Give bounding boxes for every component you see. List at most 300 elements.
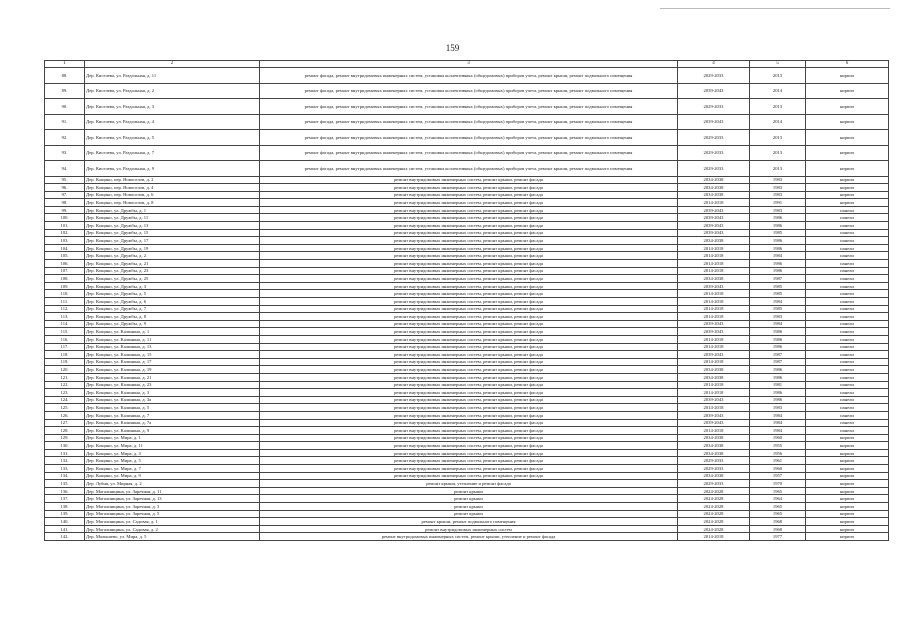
row-number: 111. [45, 298, 85, 306]
table-row [45, 130, 889, 146]
wall-material-cell: кирпич [806, 114, 889, 130]
year-built-cell: 1986 [750, 366, 806, 374]
wall-material-cell: кирпич [806, 503, 889, 511]
works-cell: ремонт внутридомовых инженерных систем, ремонт крыши, ремонт фасада [260, 229, 678, 237]
column-number-header [45, 61, 889, 68]
period-cell: 2039-2043 [678, 222, 750, 230]
year-built-cell: 1957 [750, 472, 806, 480]
wall-material-cell: кирпич [806, 434, 889, 442]
row-number: 114. [45, 320, 85, 328]
table-row [45, 191, 889, 199]
period-cell: 2039-2043 [678, 214, 750, 222]
address-cell: Дер. Кощино, ул. Калинина, д. 15 [85, 351, 260, 359]
table-row [45, 411, 889, 419]
address-cell: Дер. Кощино, ул. Дружбы, д. 13 [85, 222, 260, 230]
address-cell: Дер. Киселева, ул. Раздольная, д. 5 [85, 130, 260, 146]
period-cell: 2034-2038 [678, 191, 750, 199]
wall-material-cell: панели [806, 252, 889, 260]
table-row [45, 199, 889, 207]
row-number: 108. [45, 275, 85, 283]
works-cell: ремонт внутридомовых инженерных систем, ремонт крыши, ремонт фасада [260, 206, 678, 214]
row-number: 133. [45, 465, 85, 473]
row-number: 95. [45, 176, 85, 184]
row-number: 136. [45, 487, 85, 495]
period-cell: 2014-2018 [678, 267, 750, 275]
wall-material-cell: кирпич [806, 145, 889, 161]
period-cell: 2034-2038 [678, 472, 750, 480]
address-cell: Дер. Киселева, ул. Раздольная, д. 9 [85, 161, 260, 177]
table-row [45, 533, 889, 541]
period-cell: 2014-2018 [678, 305, 750, 313]
year-built-cell: 1986 [750, 373, 806, 381]
row-number: 110. [45, 290, 85, 298]
wall-material-cell: панели [806, 282, 889, 290]
table-row [45, 442, 889, 450]
wall-material-cell: кирпич [806, 161, 889, 177]
capital-repair-table [44, 60, 889, 541]
address-cell: Дер. Кощино, ул. Дружбы, д. 19 [85, 244, 260, 252]
year-built-cell: 1970 [750, 480, 806, 488]
header-cell: 5 [750, 61, 806, 68]
table-row [45, 161, 889, 177]
period-cell: 2029-2033 [678, 161, 750, 177]
year-built-cell: 1984 [750, 252, 806, 260]
wall-material-cell: кирпич [806, 199, 889, 207]
table-row [45, 275, 889, 283]
works-cell: ремонт внутридомовых инженерных систем, ремонт крыши, утепление и ремонт фасада [260, 533, 678, 541]
works-cell: ремонт внутридомовых инженерных систем, ремонт крыши, ремонт фасада [260, 457, 678, 465]
year-built-cell: 1964 [750, 495, 806, 503]
wall-material-cell: кирпич [806, 465, 889, 473]
period-cell: 2014-2018 [678, 252, 750, 260]
table-row [45, 487, 889, 495]
works-cell: ремонт внутридомовых инженерных систем, ремонт крыши, ремонт фасада [260, 191, 678, 199]
wall-material-cell: кирпич [806, 176, 889, 184]
year-built-cell: 1983 [750, 184, 806, 192]
address-cell: Дер. Киселева, ул. Раздольная, д. 7 [85, 145, 260, 161]
table-row [45, 290, 889, 298]
row-number: 106. [45, 260, 85, 268]
address-cell: Дер. Кощино, пер. Новоселов, д. 2 [85, 176, 260, 184]
works-cell: ремонт внутридомовых инженерных систем, ремонт крыши, ремонт фасада [260, 222, 678, 230]
row-number: 124. [45, 396, 85, 404]
top-rule [660, 8, 890, 9]
row-number: 116. [45, 335, 85, 343]
period-cell: 2034-2038 [678, 275, 750, 283]
header-cell: 2 [85, 61, 260, 68]
year-built-cell: 1983 [750, 191, 806, 199]
year-built-cell: 1986 [750, 396, 806, 404]
year-built-cell: 1985 [750, 229, 806, 237]
period-cell: 2039-2043 [678, 282, 750, 290]
wall-material-cell: панели [806, 320, 889, 328]
period-cell: 2014-2018 [678, 244, 750, 252]
works-cell: ремонт внутридомовых инженерных систем, ремонт крыши, ремонт фасада [260, 298, 678, 306]
year-built-cell: 1984 [750, 419, 806, 427]
period-cell: 2014-2018 [678, 389, 750, 397]
works-cell: ремонт фасада, ремонт внутридомовых инженерных систем, установка коллективных (общедомовых) приборов учета, ремонт крыши, ремонт подвального помещения [260, 145, 678, 161]
wall-material-cell: панели [806, 290, 889, 298]
row-number: 128. [45, 427, 85, 435]
row-number: 131. [45, 449, 85, 457]
row-number: 112. [45, 305, 85, 313]
row-number: 103. [45, 237, 85, 245]
year-built-cell: 1986 [750, 343, 806, 351]
year-built-cell: 1985 [750, 305, 806, 313]
works-cell: ремонт внутридомовых инженерных систем, ремонт крыши, ремонт фасада [260, 419, 678, 427]
year-built-cell: 2013 [750, 68, 806, 84]
period-cell: 2039-2043 [678, 114, 750, 130]
table-row [45, 83, 889, 99]
row-number: 99. [45, 206, 85, 214]
year-built-cell: 1955 [750, 442, 806, 450]
works-cell: ремонт внутридомовых инженерных систем, ремонт крыши, ремонт фасада [260, 244, 678, 252]
address-cell: Дер. Кощино, ул. Дружбы, д. 1 [85, 206, 260, 214]
period-cell: 2039-2043 [678, 328, 750, 336]
table-row [45, 480, 889, 488]
address-cell: Дер. Магалинщина, ул. Заречная, д. 11 [85, 487, 260, 495]
table-row [45, 176, 889, 184]
works-cell: ремонт фасада, ремонт внутридомовых инженерных систем, установка коллективных (общедомовых) приборов учета, ремонт крыши, ремонт подвального помещения [260, 130, 678, 146]
year-built-cell: 1960 [750, 465, 806, 473]
year-built-cell: 1986 [750, 335, 806, 343]
table-row [45, 518, 889, 526]
wall-material-cell: кирпич [806, 525, 889, 533]
table-row [45, 68, 889, 84]
wall-material-cell: панели [806, 237, 889, 245]
works-cell: ремонт внутридомовых инженерных систем, ремонт крыши, ремонт фасада [260, 358, 678, 366]
period-cell: 2014-2018 [678, 427, 750, 435]
period-cell: 2034-2038 [678, 373, 750, 381]
period-cell: 2024-2028 [678, 518, 750, 526]
table-row [45, 525, 889, 533]
works-cell: ремонт крыши [260, 487, 678, 495]
wall-material-cell: панели [806, 244, 889, 252]
period-cell: 2024-2028 [678, 525, 750, 533]
period-cell: 2039-2043 [678, 206, 750, 214]
table-row [45, 373, 889, 381]
table-row [45, 328, 889, 336]
year-built-cell: 1965 [750, 503, 806, 511]
wall-material-cell: панели [806, 404, 889, 412]
table-row [45, 244, 889, 252]
works-cell: ремонт крыши, утепление и ремонт фасада [260, 480, 678, 488]
address-cell: Дер. Магалинщина, ул. Садовая, д. 2 [85, 525, 260, 533]
table-row [45, 457, 889, 465]
period-cell: 2029-2033 [678, 465, 750, 473]
address-cell: Дер. Кощино, ул. Калинина, д. 21 [85, 373, 260, 381]
year-built-cell: 2014 [750, 83, 806, 99]
wall-material-cell: панели [806, 358, 889, 366]
year-built-cell: 1984 [750, 320, 806, 328]
period-cell: 2014-2018 [678, 343, 750, 351]
wall-material-cell: кирпич [806, 83, 889, 99]
row-number: 96. [45, 184, 85, 192]
header-cell: 6 [806, 61, 889, 68]
period-cell: 2014-2018 [678, 381, 750, 389]
wall-material-cell: кирпич [806, 457, 889, 465]
row-number: 118. [45, 351, 85, 359]
address-cell: Дер. Кощино, ул. Дружбы, д. 5 [85, 290, 260, 298]
table-row [45, 114, 889, 130]
table-row [45, 252, 889, 260]
period-cell: 2039-2043 [678, 396, 750, 404]
wall-material-cell: панели [806, 351, 889, 359]
wall-material-cell: панели [806, 427, 889, 435]
works-cell: ремонт внутридомовых инженерных систем, ремонт крыши, ремонт фасада [260, 260, 678, 268]
wall-material-cell: кирпич [806, 472, 889, 480]
table-row [45, 503, 889, 511]
header-cell: 4 [678, 61, 750, 68]
row-number: 142. [45, 533, 85, 541]
row-number: 134. [45, 472, 85, 480]
table-row [45, 396, 889, 404]
row-number: 91. [45, 114, 85, 130]
row-number: 113. [45, 313, 85, 321]
table-row [45, 434, 889, 442]
year-built-cell: 1965 [750, 487, 806, 495]
row-number: 115. [45, 328, 85, 336]
period-cell: 2024-2028 [678, 495, 750, 503]
page-number: 159 [445, 43, 460, 53]
row-number: 100. [45, 214, 85, 222]
address-cell: Дер. Кощино, ул. Мира, д. 11 [85, 442, 260, 450]
address-cell: Дер. Магалинщина, ул. Заречная, д. 5 [85, 510, 260, 518]
address-cell: Дер. Кощино, ул. Дружбы, д. 21 [85, 260, 260, 268]
address-cell: Дер. Киселева, ул. Раздольная, д. 11 [85, 68, 260, 84]
row-number: 135. [45, 480, 85, 488]
address-cell: Дер. Кощино, ул. Дружбы, д. 15 [85, 229, 260, 237]
works-cell: ремонт крыши [260, 503, 678, 511]
wall-material-cell: панели [806, 366, 889, 374]
wall-material-cell: кирпич [806, 130, 889, 146]
period-cell: 2024-2028 [678, 510, 750, 518]
works-cell: ремонт внутридомовых инженерных систем, ремонт крыши, ремонт фасада [260, 275, 678, 283]
period-cell: 2039-2043 [678, 351, 750, 359]
table-row [45, 282, 889, 290]
wall-material-cell: кирпич [806, 99, 889, 115]
address-cell: Дер. Кощино, ул. Мира, д. 1 [85, 434, 260, 442]
row-number: 90. [45, 99, 85, 115]
period-cell: 2029-2033 [678, 130, 750, 146]
row-number: 141. [45, 525, 85, 533]
period-cell: 2024-2028 [678, 503, 750, 511]
wall-material-cell: панели [806, 229, 889, 237]
works-cell: ремонт внутридомовых инженерных систем, ремонт крыши, ремонт фасада [260, 389, 678, 397]
address-cell: Дер. Кощино, ул. Калинина, д. 9 [85, 427, 260, 435]
period-cell: 2014-2018 [678, 290, 750, 298]
row-number: 140. [45, 518, 85, 526]
wall-material-cell: панели [806, 305, 889, 313]
works-cell: ремонт крыши [260, 495, 678, 503]
row-number: 105. [45, 252, 85, 260]
row-number: 129. [45, 434, 85, 442]
period-cell: 2034-2038 [678, 449, 750, 457]
works-cell: ремонт внутридомовых инженерных систем, ремонт крыши, ремонт фасада [260, 465, 678, 473]
year-built-cell: 2013 [750, 145, 806, 161]
table-row [45, 419, 889, 427]
year-built-cell: 1986 [750, 244, 806, 252]
wall-material-cell: панели [806, 267, 889, 275]
table-row [45, 351, 889, 359]
table-row [45, 313, 889, 321]
table-row [45, 214, 889, 222]
period-cell: 2039-2043 [678, 83, 750, 99]
works-cell: ремонт внутридомовых инженерных систем, ремонт крыши, ремонт фасада [260, 237, 678, 245]
year-built-cell: 1981 [750, 381, 806, 389]
works-cell: ремонт внутридомовых инженерных систем, ремонт крыши, ремонт фасада [260, 252, 678, 260]
row-number: 123. [45, 389, 85, 397]
wall-material-cell: панели [806, 373, 889, 381]
works-cell: ремонт внутридомовых инженерных систем, ремонт крыши, ремонт фасада [260, 373, 678, 381]
works-cell: ремонт внутридомовых инженерных систем, ремонт крыши, ремонт фасада [260, 396, 678, 404]
address-cell: Дер. Магалинщина, ул. Заречная, д. 13 [85, 495, 260, 503]
wall-material-cell: кирпич [806, 442, 889, 450]
year-built-cell: 1985 [750, 290, 806, 298]
address-cell: Дер. Кощино, ул. Калинина, д. 13 [85, 343, 260, 351]
wall-material-cell: кирпич [806, 518, 889, 526]
wall-material-cell: кирпич [806, 533, 889, 541]
wall-material-cell: панели [806, 335, 889, 343]
works-cell: ремонт внутридомовых инженерных систем, ремонт крыши, ремонт фасада [260, 381, 678, 389]
works-cell: ремонт внутридомовых инженерных систем, ремонт крыши, ремонт фасада [260, 472, 678, 480]
address-cell: Дер. Кощино, ул. Дружбы, д. 25 [85, 275, 260, 283]
works-cell: ремонт крыши, ремонт подвального помещения [260, 518, 678, 526]
address-cell: Дер. Кощино, ул. Дружбы, д. 7 [85, 305, 260, 313]
address-cell: Дер. Кощино, ул. Мира, д. 5 [85, 457, 260, 465]
period-cell: 2029-2033 [678, 99, 750, 115]
row-number: 98. [45, 199, 85, 207]
address-cell: Дер. Кощино, ул. Дружбы, д. 17 [85, 237, 260, 245]
works-cell: ремонт внутридомовых инженерных систем, ремонт крыши, ремонт фасада [260, 351, 678, 359]
wall-material-cell: кирпич [806, 480, 889, 488]
period-cell: 2029-2033 [678, 480, 750, 488]
table-row [45, 222, 889, 230]
year-built-cell: 2013 [750, 130, 806, 146]
wall-material-cell: кирпич [806, 191, 889, 199]
table-row [45, 260, 889, 268]
address-cell: Дер. Кощино, ул. Калинина, д. 7 [85, 411, 260, 419]
works-cell: ремонт внутридомовых инженерных систем, ремонт крыши, ремонт фасада [260, 267, 678, 275]
row-number: 88. [45, 68, 85, 84]
works-cell: ремонт внутридомовых инженерных систем, ремонт крыши, ремонт фасада [260, 442, 678, 450]
wall-material-cell: кирпич [806, 68, 889, 84]
wall-material-cell: кирпич [806, 495, 889, 503]
wall-material-cell: панели [806, 222, 889, 230]
works-cell: ремонт внутридомовых инженерных систем, ремонт крыши, ремонт фасада [260, 320, 678, 328]
table-row [45, 449, 889, 457]
period-cell: 2014-2018 [678, 260, 750, 268]
period-cell: 2014-2018 [678, 404, 750, 412]
table-row [45, 343, 889, 351]
year-built-cell: 1986 [750, 260, 806, 268]
year-built-cell: 1965 [750, 510, 806, 518]
year-built-cell: 1983 [750, 176, 806, 184]
table-row [45, 298, 889, 306]
works-cell: ремонт фасада, ремонт внутридомовых инженерных систем, установка коллективных (общедомовых) приборов учета, ремонт крыши, ремонт подвального помещения [260, 68, 678, 84]
wall-material-cell: панели [806, 343, 889, 351]
year-built-cell: 1986 [750, 237, 806, 245]
works-cell: ремонт крыши [260, 510, 678, 518]
table-row [45, 145, 889, 161]
year-built-cell: 1977 [750, 533, 806, 541]
wall-material-cell: кирпич [806, 184, 889, 192]
table-row [45, 381, 889, 389]
address-cell: Дер. Кощино, ул. Дружбы, д. 6 [85, 298, 260, 306]
year-built-cell: 1987 [750, 358, 806, 366]
year-built-cell: 1984 [750, 427, 806, 435]
works-cell: ремонт внутридомовых инженерных систем, ремонт крыши, ремонт фасада [260, 404, 678, 412]
works-cell: ремонт внутридомовых инженерных систем, ремонт крыши, ремонт фасада [260, 449, 678, 457]
wall-material-cell: кирпич [806, 449, 889, 457]
address-cell: Дер. Киселева, ул. Раздольная, д. 4 [85, 114, 260, 130]
year-built-cell: 1956 [750, 449, 806, 457]
works-cell: ремонт внутридомовых инженерных систем, ремонт крыши, ремонт фасада [260, 290, 678, 298]
address-cell: Дер. Кощино, пер. Новоселов, д. 8 [85, 199, 260, 207]
table-row [45, 320, 889, 328]
address-cell: Дер. Кощино, ул. Мира, д. 7 [85, 465, 260, 473]
table-row [45, 510, 889, 518]
year-built-cell: 1960 [750, 434, 806, 442]
period-cell: 2014-2018 [678, 358, 750, 366]
address-cell: Дер. Кощино, ул. Калинина, д. 23 [85, 381, 260, 389]
table-row [45, 366, 889, 374]
period-cell: 2029-2033 [678, 68, 750, 84]
works-cell: ремонт фасада, ремонт внутридомовых инженерных систем, установка коллективных (общедомовых) приборов учета, ремонт крыши, ремонт подвального помещения [260, 114, 678, 130]
year-built-cell: 1984 [750, 298, 806, 306]
address-cell: Дер. Магалинщина, ул. Садовая, д. 1 [85, 518, 260, 526]
row-number: 126. [45, 411, 85, 419]
table-row [45, 184, 889, 192]
row-number: 92. [45, 130, 85, 146]
year-built-cell: 1961 [750, 457, 806, 465]
period-cell: 2029-2033 [678, 457, 750, 465]
wall-material-cell: кирпич [806, 487, 889, 495]
address-cell: Дер. Кощино, ул. Калинина, д. 5 [85, 404, 260, 412]
wall-material-cell: панели [806, 411, 889, 419]
address-cell: Дер. Кощино, ул. Калинина, д. 11 [85, 335, 260, 343]
row-number: 137. [45, 495, 85, 503]
table-row [45, 267, 889, 275]
table-row [45, 472, 889, 480]
table-row [45, 335, 889, 343]
wall-material-cell: панели [806, 419, 889, 427]
period-cell: 2024-2028 [678, 487, 750, 495]
year-built-cell: 1987 [750, 351, 806, 359]
wall-material-cell: кирпич [806, 510, 889, 518]
row-number: 97. [45, 191, 85, 199]
works-cell: ремонт внутридомовых инженерных систем, ремонт крыши, ремонт фасада [260, 305, 678, 313]
year-built-cell: 1986 [750, 389, 806, 397]
row-number: 93. [45, 145, 85, 161]
wall-material-cell: панели [806, 298, 889, 306]
works-cell: ремонт внутридомовых инженерных систем, ремонт крыши, ремонт фасада [260, 282, 678, 290]
works-cell: ремонт внутридомовых инженерных систем [260, 525, 678, 533]
wall-material-cell: панели [806, 389, 889, 397]
row-number: 109. [45, 282, 85, 290]
table-row [45, 99, 889, 115]
address-cell: Дер. Кощино, ул. Калинина, д. 7а [85, 419, 260, 427]
wall-material-cell: панели [806, 313, 889, 321]
works-cell: ремонт внутридомовых инженерных систем, ремонт крыши, ремонт фасада [260, 343, 678, 351]
row-number: 117. [45, 343, 85, 351]
year-built-cell: 1983 [750, 404, 806, 412]
wall-material-cell: панели [806, 206, 889, 214]
address-cell: Дер. Кощино, пер. Новоселов, д. 6 [85, 191, 260, 199]
address-cell: Дер. Кощино, ул. Калинина, д. 3а [85, 396, 260, 404]
wall-material-cell: панели [806, 381, 889, 389]
address-cell: Дер. Киселева, ул. Раздольная, д. 2 [85, 83, 260, 99]
